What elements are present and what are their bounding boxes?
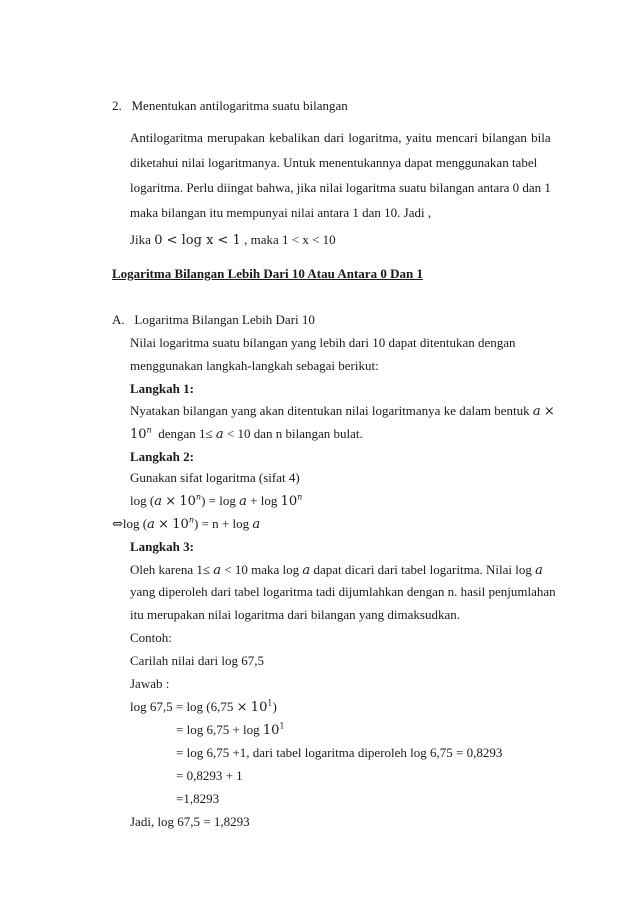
step-2-label: Langkah 2: — [130, 449, 194, 464]
work-text: ) — [272, 699, 277, 714]
math-a: a — [302, 563, 311, 578]
math-a: a — [213, 563, 222, 578]
work-line-1 — [130, 699, 277, 716]
step-2-equation-2 — [112, 516, 260, 533]
work-line-5: =1,8293 — [176, 791, 220, 806]
eq-text: ) = log — [201, 493, 236, 508]
section-a-heading: A. Logaritma Bilangan Lebih Dari 10 — [112, 312, 315, 327]
math-ten: 10 — [179, 494, 196, 509]
math-a: a — [532, 404, 541, 419]
jika-statement — [130, 232, 336, 249]
step-2-equation-1 — [130, 493, 302, 510]
work-line-3: = log 6,75 +1, dari tabel logaritma diperoleh log 6,75 = 0,8293 — [176, 745, 503, 760]
step-1-label: Langkah 1: — [130, 381, 194, 396]
step-3-text: dapat dicari dari tabel logaritma. Nilai log — [313, 562, 532, 577]
math-ten: 10 — [280, 494, 298, 509]
step-3-line: yang diperoleh dari tabel logaritma tadi dijumlahkan dengan n. hasil penjumlahan — [130, 584, 556, 599]
step-3-label: Langkah 3: — [130, 539, 194, 554]
math-a: a — [147, 517, 155, 532]
math-exp: 1 — [279, 721, 285, 731]
step-3-text: Oleh karena 1≤ — [130, 562, 211, 577]
math-a: a — [154, 494, 162, 509]
math-exp-n: n — [146, 425, 152, 435]
step-1-line — [130, 426, 363, 443]
step-1-line — [130, 403, 555, 420]
step-1-text: dengan 1≤ — [158, 426, 213, 441]
math-exp-n: n — [195, 492, 202, 502]
work-line-4: = 0,8293 + 1 — [176, 768, 243, 783]
jika-inequality: 0 < log x < 1 — [154, 233, 241, 248]
step-1-text: < 10 dan n bilangan bulat. — [226, 426, 363, 441]
work-text: = log 6,75 + log — [176, 722, 260, 737]
paragraph-line: logaritma. Perlu diingat bahwa, jika nilai logaritma suatu bilangan antara 0 dan 1 — [130, 180, 551, 195]
math-exp-n: n — [188, 515, 194, 525]
eq-text: + log — [250, 493, 278, 508]
math-times: × — [543, 404, 555, 419]
jika-suffix: , maka 1 < x < 10 — [244, 232, 336, 247]
math-a: a — [252, 517, 261, 532]
example-question: Carilah nilai dari log 67,5 — [130, 653, 264, 668]
math-ten: 10 — [250, 700, 268, 715]
math-ten: 10 — [130, 427, 147, 442]
math-a: a — [535, 563, 543, 578]
step-3-line — [130, 562, 543, 579]
intro-line: menggunakan langkah-langkah sebagai berikut: — [130, 358, 379, 373]
math-exp-n: n — [297, 492, 303, 502]
eq-text: log ( — [122, 516, 148, 531]
equivalence-arrow-icon: ⇔ — [112, 517, 123, 532]
conclusion: Jadi, log 67,5 = 1,8293 — [130, 814, 250, 829]
step-2-line: Gunakan sifat logaritma (sifat 4) — [130, 470, 300, 485]
math-times: × — [158, 517, 170, 532]
answer-label: Jawab : — [130, 676, 170, 691]
math-times: × — [236, 700, 248, 715]
intro-line: Nilai logaritma suatu bilangan yang lebih dari 10 dapat ditentukan dengan — [130, 335, 516, 350]
paragraph-line: maka bilangan itu mempunyai nilai antara 1 dan 10. Jadi , — [130, 205, 432, 220]
work-text: log 67,5 = log (6,75 — [130, 699, 234, 714]
section-2-heading: 2. Menentukan antilogaritma suatu bilangan — [112, 98, 348, 113]
math-exp: 1 — [267, 698, 273, 708]
step-3-text: < 10 maka log — [224, 562, 300, 577]
example-label: Contoh: — [130, 630, 172, 645]
step-3-line: itu merupakan nilai logaritma dari bilangan yang dimaksudkan. — [130, 607, 460, 622]
math-times: × — [165, 494, 177, 509]
work-line-2 — [176, 722, 285, 739]
math-ten: 10 — [262, 723, 280, 738]
eq-text: ) = n + log — [193, 516, 250, 531]
math-a: a — [239, 494, 247, 509]
eq-text: log ( — [130, 493, 155, 508]
paragraph-line: Antilogaritma merupakan kebalikan dari logaritma, yaitu mencari bilangan bila — [130, 130, 551, 145]
math-ten: 10 — [172, 517, 189, 532]
page-title: Logaritma Bilangan Lebih Dari 10 Atau Antara 0 Dan 1 — [112, 266, 423, 281]
step-1-text: Nyatakan bilangan yang akan ditentukan nilai logaritmanya ke dalam bentuk — [130, 403, 530, 418]
jika-prefix: Jika — [130, 232, 151, 247]
paragraph-line: diketahui nilai logaritmanya. Untuk menentukannya dapat menggunakan tabel — [130, 155, 538, 170]
math-a: a — [215, 427, 224, 442]
